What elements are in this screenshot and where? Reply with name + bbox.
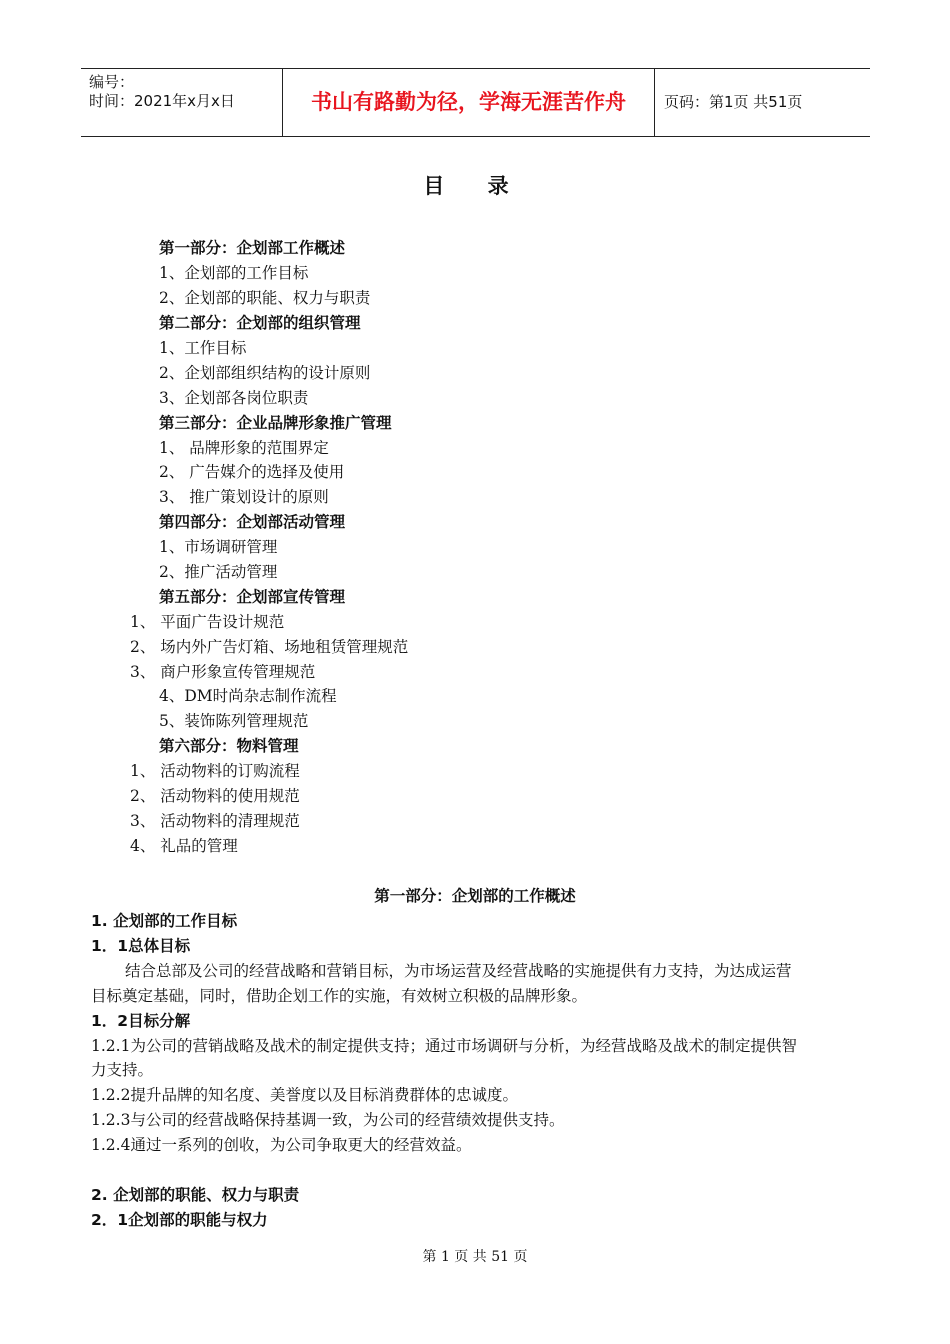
paragraph-line: 目标奠定基础，同时，借助企划工作的实施，有效树立积极的品牌形象。 (91, 987, 588, 1005)
toc-item: 第一部分：企划部工作概述 (159, 239, 346, 257)
header-slogan: 书山有路勤为径，学海无涯苦作舟 (283, 69, 655, 136)
toc-item: 3、企划部各岗位职责 (159, 389, 309, 407)
toc-item: 第四部分：企划部活动管理 (159, 513, 346, 531)
toc-item: 1、 平面广告设计规范 (130, 613, 285, 631)
page-header (81, 68, 870, 137)
toc-item: 第二部分：企划部的组织管理 (159, 314, 361, 332)
header-page-info: 页码：第1页 共51页 (664, 93, 803, 111)
toc-item: 2、企划部的职能、权力与职责 (159, 289, 371, 307)
paragraph-line: 1.2.3与公司的经营战略保持基调一致，为公司的经营绩效提供支持。 (91, 1111, 565, 1129)
toc-item: 2、推广活动管理 (159, 563, 278, 581)
paragraph-line: 1.2.1为公司的营销战略及战术的制定提供支持；通过市场调研与分析，为经营战略及战术的制定提供智 (91, 1037, 797, 1055)
toc-item: 1、 活动物料的订购流程 (130, 762, 300, 780)
toc-item: 2、 活动物料的使用规范 (130, 787, 300, 805)
page-footer: 第 1 页 共 51 页 (422, 1249, 528, 1265)
toc-item: 1、 品牌形象的范围界定 (159, 439, 329, 457)
toc-item: 1、工作目标 (159, 339, 247, 357)
toc-item: 3、 商户形象宣传管理规范 (130, 663, 316, 681)
toc-item: 第六部分：物料管理 (159, 737, 299, 755)
paragraph-line: 结合总部及公司的经营战略和营销目标，为市场运营及经营战略的实施提供有力支持，为达成运营 (125, 962, 792, 980)
toc-item: 4、 礼品的管理 (130, 837, 238, 855)
heading-1-2: 1．2目标分解 (91, 1012, 191, 1030)
toc-item: 1、企划部的工作目标 (159, 264, 309, 282)
heading-2-1: 2．1企划部的职能与权力 (91, 1211, 268, 1229)
toc-item: 2、 场内外广告灯箱、场地租赁管理规范 (130, 638, 409, 656)
toc-item: 3、 活动物料的清理规范 (130, 812, 300, 830)
toc-item: 1、市场调研管理 (159, 538, 278, 556)
paragraph-line: 力支持。 (91, 1061, 154, 1079)
toc-item: 2、企划部组织结构的设计原则 (159, 364, 371, 382)
heading-1-1: 1．1总体目标 (91, 937, 191, 955)
paragraph-line: 1.2.4通过一系列的创收，为公司争取更大的经营效益。 (91, 1136, 472, 1154)
heading-2: 2. 企划部的职能、权力与职责 (91, 1186, 300, 1204)
toc-item: 第五部分：企划部宣传管理 (159, 588, 346, 606)
toc-item: 2、 广告媒介的选择及使用 (159, 463, 345, 481)
toc-title: 目 录 (423, 174, 527, 198)
toc-item: 第三部分：企业品牌形象推广管理 (159, 414, 392, 432)
heading-1: 1. 企划部的工作目标 (91, 912, 238, 930)
header-meta-cell (81, 69, 283, 136)
toc-item: 4、DM时尚杂志制作流程 (159, 687, 337, 705)
toc-item: 5、装饰陈列管理规范 (159, 712, 309, 730)
document-date: 时间：2021年x月x日 (89, 92, 235, 110)
paragraph-line: 1.2.2提升品牌的知名度、美誉度以及目标消费群体的忠诚度。 (91, 1086, 518, 1104)
section-title: 第一部分：企划部的工作概述 (374, 887, 576, 905)
toc-item: 3、 推广策划设计的原则 (159, 488, 329, 506)
document-number-label: 编号： (89, 73, 135, 91)
